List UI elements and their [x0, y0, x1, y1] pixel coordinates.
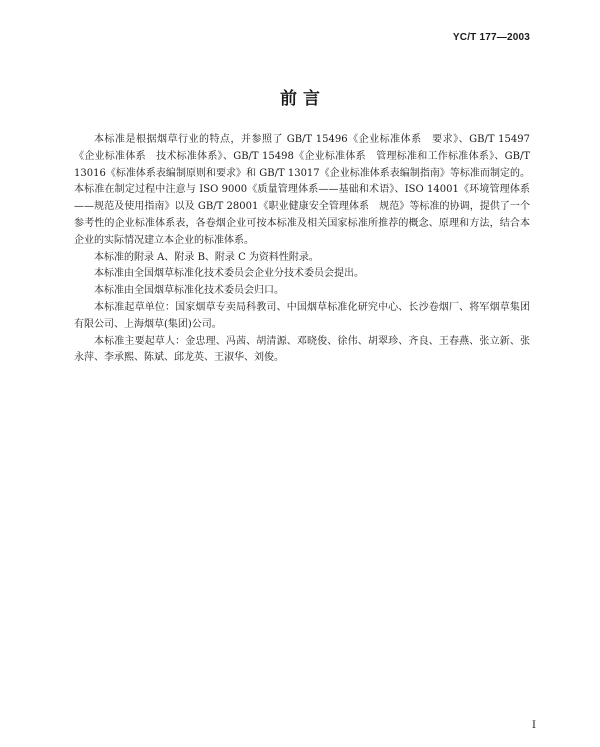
paragraph-scope: 本标准是根据烟草行业的特点，并参照了 GB/T 15496《企业标准体系 要求》、GB/T 15497《企业标准体系 技术标准体系》、GB/T 15498《企业标准体系 管理标准和工作标准体系》、GB/T 13016《标准体系表编制原则和要求》和 GB/T 13017《企业标准体系表编制指南》等标准而制定的。本标准在制定过程中注意与 ISO 9000《质量管理体系——基础和术语》、ISO 14001《环境管理体系——规范及使用指南》以及 GB/T 28001《职业健康安全管理体系 规范》等标准的协调，提供了一个参考性的企业标准体系表，各卷烟企业可按本标准及相关国家标准所推荐的概念、原理和方法，结合本企业的实际情况建立本企业的标准体系。 [74, 134, 530, 246]
paragraph-drafting-units: 本标准起草单位：国家烟草专卖局科教司、中国烟草标准化研究中心、长沙卷烟厂、将军烟草集团有限公司、上海烟草(集团)公司。 [74, 301, 530, 330]
paragraph-proposer: 本标准由全国烟草标准化技术委员会企业分技术委员会提出。 [94, 268, 364, 280]
paragraph-drafters: 本标准主要起草人：金忠理、冯茜、胡清源、邓晓俊、徐伟、胡翠珍、齐良、王春燕、张立新、张永萍、李承熙、陈斌、邱龙英、王淑华、刘俊。 [74, 335, 530, 364]
paragraph-appendix: 本标准的附录 A、附录 B、附录 C 为资料性附录。 [94, 251, 319, 263]
page-number: I [532, 720, 536, 731]
standard-code: YC/T 177—2003 [452, 32, 530, 43]
foreword-body [74, 132, 530, 367]
page-title: 前 言 [280, 89, 320, 109]
paragraph-centralized: 本标准由全国烟草标准化技术委员会归口。 [94, 285, 284, 297]
